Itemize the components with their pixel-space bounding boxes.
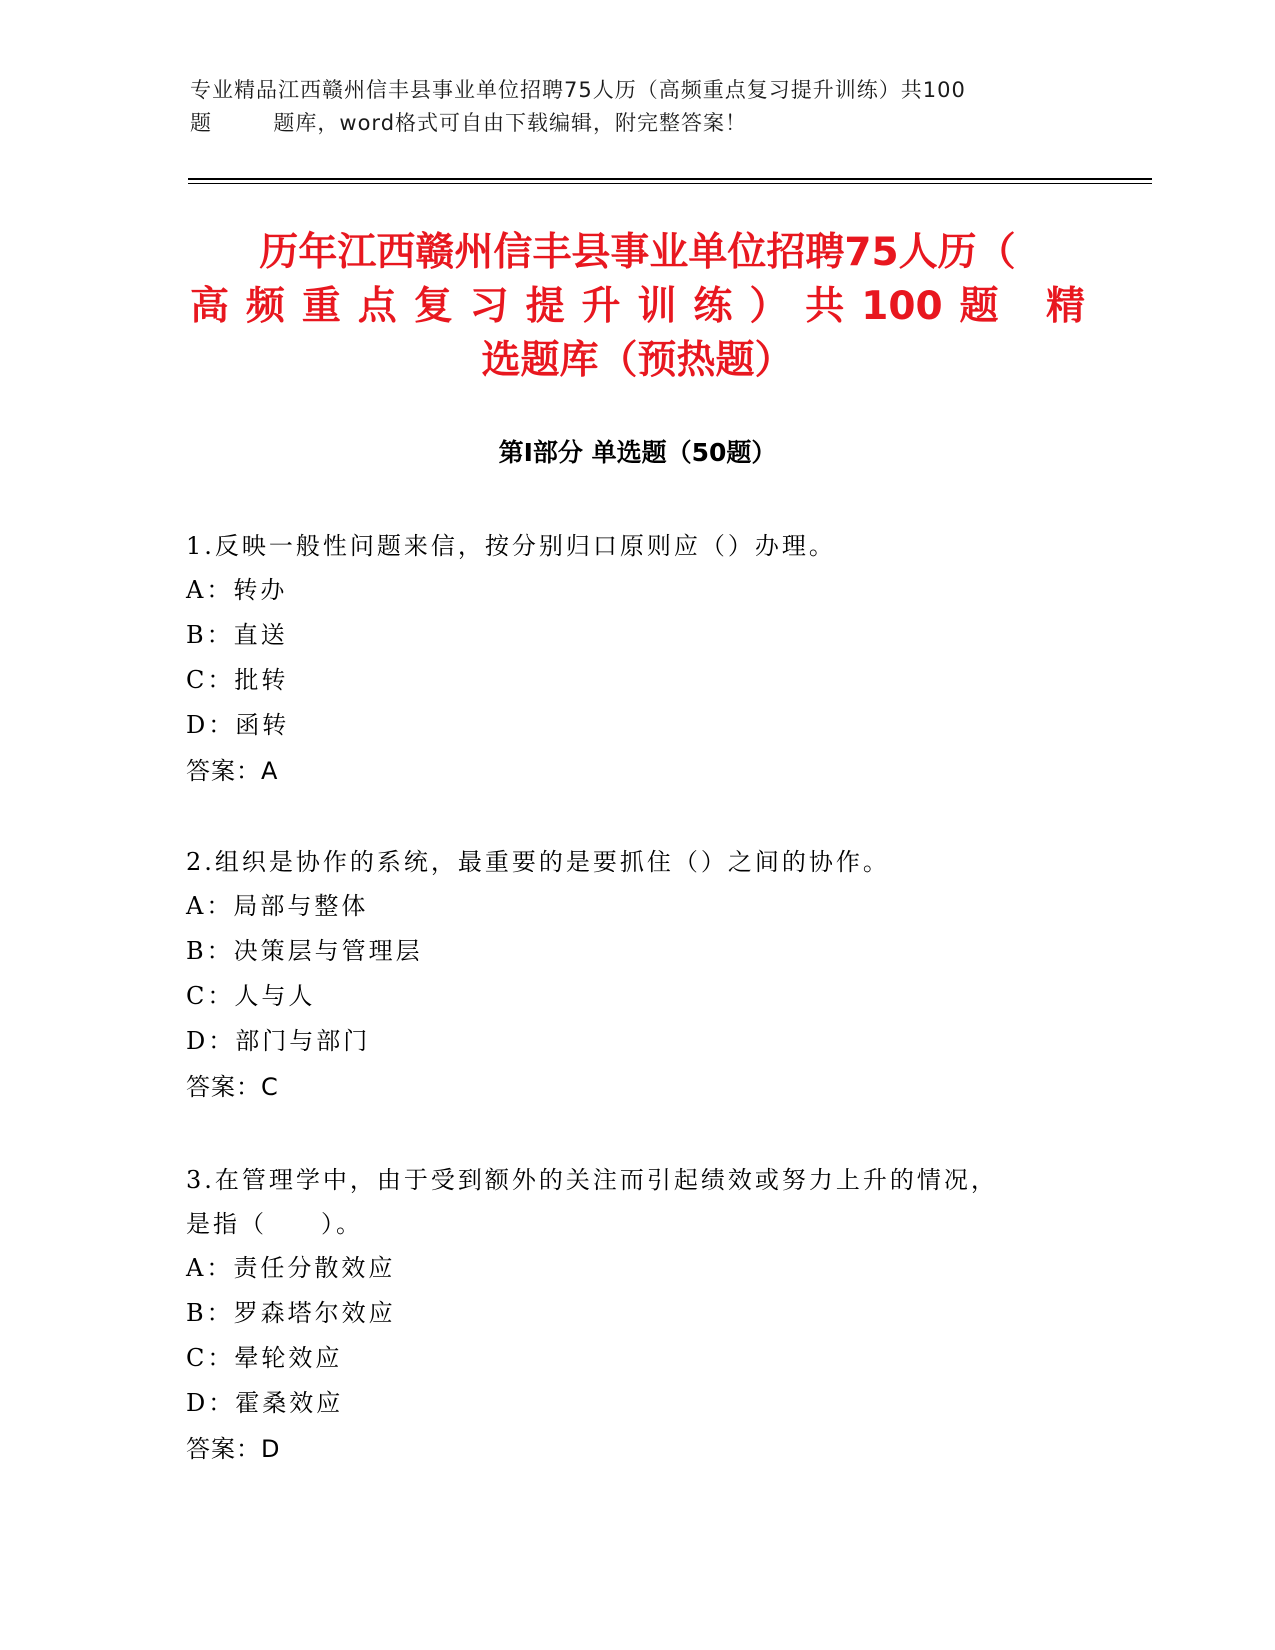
- question-stem-line-2: 是指（ ）。: [186, 1210, 363, 1238]
- header-note-line-1: 专业精品江西赣州信丰县事业单位招聘75人历（高频重点复习提升训练）共100: [190, 78, 966, 102]
- option-b: B：决策层与管理层: [186, 937, 423, 965]
- title-line-2: 高频重点复习提升训练）共100题 精: [190, 284, 1085, 329]
- option-c: C：人与人: [186, 982, 316, 1010]
- question-stem: 2.组织是协作的系统，最重要的是要抓住（）之间的协作。: [186, 848, 890, 876]
- question-item: [186, 524, 1086, 794]
- option-b: B：直送: [186, 621, 288, 649]
- option-d: D：霍桑效应: [186, 1389, 344, 1417]
- question-item: [186, 840, 1086, 1110]
- answer-line: 答案：A: [186, 757, 279, 785]
- option-d: D：函转: [186, 711, 290, 739]
- document-header-note: [190, 74, 1090, 140]
- title-line-3: 选题库（预热题）: [481, 338, 794, 383]
- answer-line: 答案：C: [186, 1073, 279, 1101]
- option-c: C：晕轮效应: [186, 1344, 343, 1372]
- question-item: [186, 1158, 1086, 1472]
- answer-line: 答案：D: [186, 1435, 281, 1463]
- option-d: D：部门与部门: [186, 1027, 371, 1055]
- option-a: A：局部与整体: [186, 892, 369, 920]
- option-a: A：转办: [186, 576, 288, 604]
- option-b: B：罗森塔尔效应: [186, 1299, 396, 1327]
- option-c: C：批转: [186, 666, 289, 694]
- question-stem: 1.反映一般性问题来信，按分别归口原则应（）办理。: [186, 532, 836, 560]
- header-divider: [188, 178, 1152, 180]
- document-title: [190, 226, 1085, 388]
- title-line-1: 历年江西赣州信丰县事业单位招聘75人历（: [259, 230, 1016, 275]
- header-note-line-2: 题 题库，word格式可自由下载编辑，附完整答案！: [190, 111, 748, 135]
- option-a: A：责任分散效应: [186, 1254, 396, 1282]
- question-stem-line-1: 3.在管理学中，由于受到额外的关注而引起绩效或努力上升的情况，: [186, 1166, 998, 1194]
- section-title: 第Ⅰ部分 单选题（50题）: [498, 438, 777, 467]
